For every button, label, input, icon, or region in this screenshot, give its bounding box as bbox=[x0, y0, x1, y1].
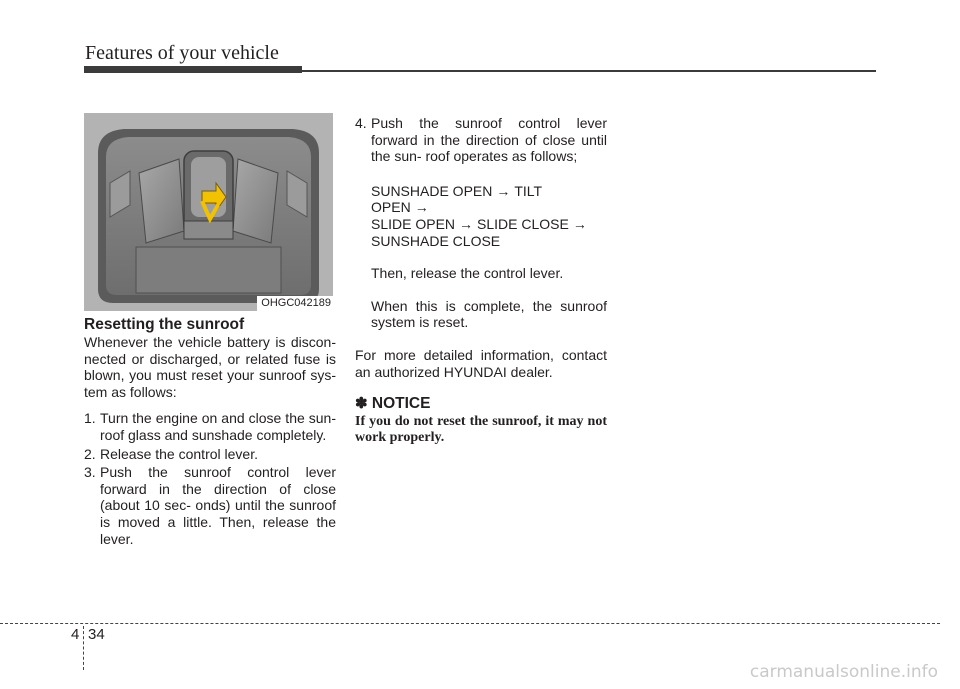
figure-code-label: OHGC042189 bbox=[257, 296, 333, 311]
step-number: 1. bbox=[84, 410, 96, 427]
notice-title: NOTICE bbox=[371, 395, 431, 413]
watermark-text: carmanualsonline.info bbox=[749, 662, 938, 682]
step-number: 2. bbox=[84, 445, 96, 462]
page-number: 34 bbox=[88, 626, 105, 643]
sunroof-control-photo bbox=[84, 113, 333, 311]
list-item bbox=[84, 410, 336, 443]
sequence-step: SLIDE OPEN bbox=[371, 215, 456, 232]
notice-heading bbox=[355, 394, 607, 414]
release-instruction: Then, release the control lever. bbox=[371, 265, 564, 282]
arrow-icon: → bbox=[459, 215, 474, 232]
step-text: Release the control lever. bbox=[100, 445, 258, 462]
sequence-step: SUNSHADE OPEN bbox=[371, 182, 493, 199]
list-item bbox=[355, 115, 607, 165]
sequence-step: SLIDE CLOSE bbox=[477, 215, 569, 232]
sequence-step: SUNSHADE CLOSE bbox=[371, 232, 501, 249]
footer-divider bbox=[83, 626, 84, 670]
step-text: Push the sunroof control lever forward in the direction of close until the sun- roof operates as follows; bbox=[371, 115, 607, 165]
footer-rule bbox=[0, 623, 940, 624]
left-column bbox=[84, 316, 336, 549]
list-item bbox=[84, 446, 336, 463]
operation-sequence bbox=[355, 183, 607, 249]
intro-paragraph: Whenever the vehicle battery is discon- nected or discharged, or related fuse is blown, you must reset your sunroof sys- tem as follows: bbox=[84, 334, 336, 400]
arrow-icon: → bbox=[496, 182, 511, 199]
step-number: 3. bbox=[84, 464, 96, 481]
step-text: Push the sunroof control lever forward in the direction of close (about 10 sec- onds) until the sunroof is moved a little. Then, release the lever. bbox=[100, 464, 336, 547]
notice-body: If you do not reset the sunroof, it may not work properly. bbox=[355, 414, 607, 445]
section-heading: Resetting the sunroof bbox=[84, 316, 245, 333]
chapter-number: 4 bbox=[71, 626, 80, 643]
reset-steps-list bbox=[84, 410, 336, 547]
overhead-console-illustration bbox=[84, 113, 333, 311]
step-text: Turn the engine on and close the sun- roof glass and sunshade completely. bbox=[100, 410, 336, 443]
completion-note: When this is complete, the sunroof system is reset. bbox=[371, 297, 607, 331]
header-rule-thin bbox=[300, 70, 876, 72]
header-rule-thick bbox=[84, 66, 302, 73]
dealer-info: For more detailed information, contact an authorized HYUNDAI dealer. bbox=[355, 346, 607, 380]
arrow-icon: → bbox=[414, 199, 429, 216]
page-header-title: Features of your vehicle bbox=[85, 42, 279, 64]
notice-star-icon: ✽ bbox=[355, 395, 368, 413]
arrow-icon: → bbox=[572, 215, 587, 232]
list-item bbox=[84, 464, 336, 547]
step-number: 4. bbox=[355, 115, 367, 131]
middle-column bbox=[355, 115, 607, 445]
sequence-step: TILT OPEN bbox=[371, 182, 542, 216]
